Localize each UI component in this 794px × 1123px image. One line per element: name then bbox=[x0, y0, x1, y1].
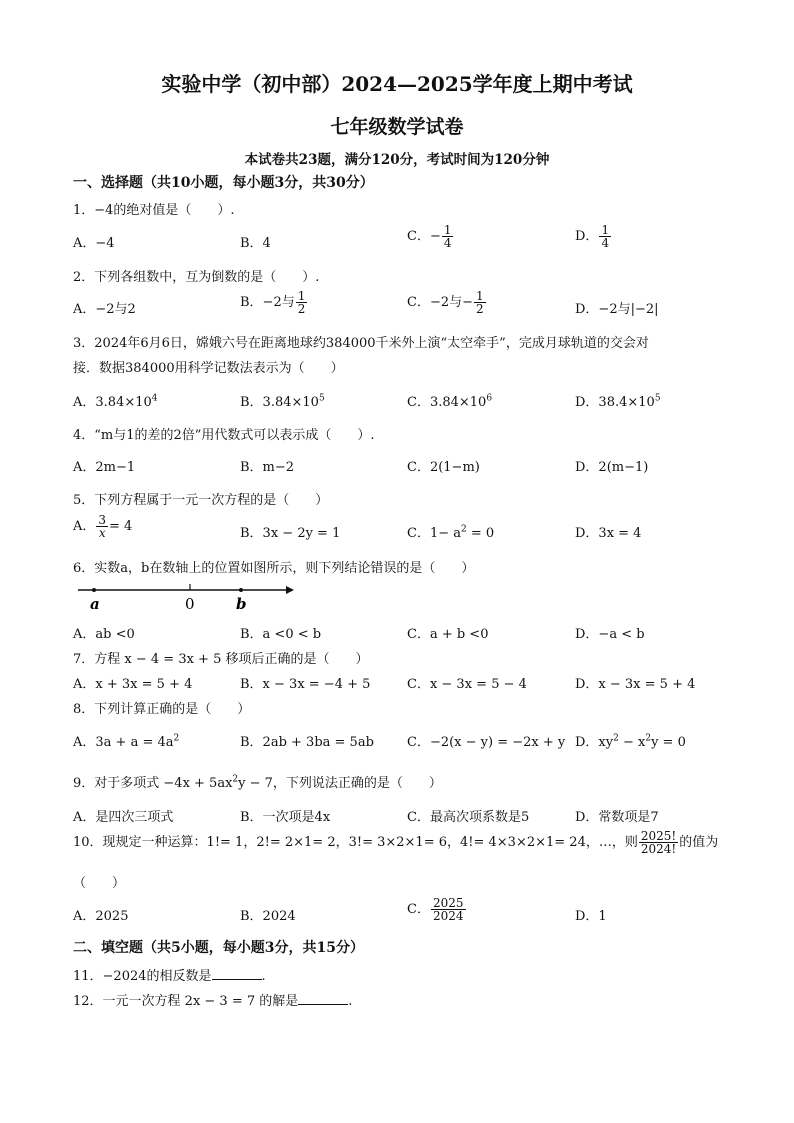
point-a-label: a bbox=[90, 595, 100, 613]
q3-option-c-exponent: 6 bbox=[486, 393, 493, 404]
q3-option-d-base: D．38.4×10 bbox=[575, 395, 655, 410]
q5-option-c-suffix: = 0 bbox=[466, 526, 495, 541]
q2-option-c bbox=[407, 290, 487, 315]
q3-option-c bbox=[407, 391, 492, 410]
q1-option-b: B．4 bbox=[240, 236, 271, 251]
q2-option-b bbox=[240, 290, 308, 315]
q3-option-a bbox=[73, 391, 158, 410]
q2-option-b-prefix: B．−2与 bbox=[240, 295, 295, 310]
q9-stem bbox=[73, 772, 442, 791]
q6-stem: 6．实数a，b在数轴上的位置如图所示，则下列结论错误的是（ ） bbox=[73, 561, 475, 576]
q2-option-b-fraction bbox=[296, 290, 308, 315]
q10-stem-line1 bbox=[73, 830, 718, 855]
q5-option-a-fraction bbox=[96, 514, 108, 539]
fraction-numerator: 2025! bbox=[640, 829, 677, 843]
q1-option-c bbox=[407, 224, 454, 249]
section2-heading: 二、填空题（共5小题，每小题3分，共15分） bbox=[73, 940, 364, 956]
q10-fraction bbox=[639, 830, 678, 855]
q12-stem: 12．一元一次方程 2x − 3 = 7 的解是 bbox=[73, 994, 299, 1009]
q6-option-c: C．a + b <0 bbox=[407, 627, 489, 642]
q11-period: . bbox=[261, 969, 266, 984]
q6-option-a: A．ab <0 bbox=[73, 627, 135, 642]
fraction-numerator: 2025 bbox=[432, 896, 464, 910]
q10-stem-part2: 的值为 bbox=[679, 835, 719, 850]
q8-option-d-part2: − x bbox=[618, 735, 646, 750]
q10-stem-line2: （ ） bbox=[73, 876, 126, 891]
q10-option-c bbox=[407, 897, 467, 922]
q2-option-c-prefix: C．−2与− bbox=[407, 295, 474, 310]
number-line-arrow bbox=[286, 586, 294, 594]
q3-option-b-exponent: 5 bbox=[318, 393, 325, 404]
q3-option-a-base: A．3.84×10 bbox=[73, 395, 152, 410]
q8-option-b: B．2ab + 3ba = 5ab bbox=[240, 735, 374, 750]
fraction-numerator: 3 bbox=[98, 513, 107, 527]
q12 bbox=[73, 990, 352, 1009]
q10-option-a: A．2025 bbox=[73, 909, 129, 924]
q5-option-c bbox=[407, 522, 494, 541]
exam-title: 实验中学（初中部）2024—2025学年度上期中考试 bbox=[161, 72, 633, 96]
fraction-numerator: 1 bbox=[443, 223, 452, 237]
q3-option-b bbox=[240, 391, 325, 410]
q3-option-c-base: C．3.84×10 bbox=[407, 395, 487, 410]
fraction-denominator: x bbox=[98, 526, 106, 540]
q11-answer-blank[interactable] bbox=[212, 967, 262, 980]
q8-option-d bbox=[575, 731, 686, 750]
q7-option-d: D．x − 3x = 5 + 4 bbox=[575, 677, 696, 692]
q1-option-c-fraction bbox=[442, 224, 454, 249]
q8-option-d-part3: y = 0 bbox=[651, 735, 686, 750]
q4-option-b: B．m−2 bbox=[240, 460, 295, 475]
q7-stem: 7．方程 x − 4 = 3x + 5 移项后正确的是（ ） bbox=[73, 652, 369, 667]
q5-option-c-exponent: 2 bbox=[461, 524, 467, 535]
q8-option-a-exponent: 2 bbox=[173, 733, 180, 744]
fraction-denominator: 2024! bbox=[640, 842, 677, 856]
fraction-denominator: 2 bbox=[297, 302, 306, 316]
q9-option-c: C．最高次项系数是5 bbox=[407, 810, 530, 825]
q9-stem-part1: 9．对于多项式 −4x + 5ax bbox=[73, 776, 233, 791]
fraction-numerator: 1 bbox=[297, 289, 306, 303]
q11-stem: 11．−2024的相反数是 bbox=[73, 969, 212, 984]
q7-option-a: A．x + 3x = 5 + 4 bbox=[73, 677, 193, 692]
q3-option-d bbox=[575, 391, 661, 410]
fraction-numerator: 1 bbox=[476, 289, 484, 303]
q8-option-a-base: A．3a + a = 4a bbox=[73, 735, 174, 750]
q9-option-d: D．常数项是7 bbox=[575, 810, 659, 825]
q1-option-d-fraction bbox=[599, 224, 611, 249]
point-b-label: b bbox=[236, 595, 247, 613]
q9-option-b: B．一次项是4x bbox=[240, 810, 331, 825]
q5-option-c-base: C．1− a bbox=[407, 526, 461, 541]
q3-stem-line1: 3．2024年6月6日，嫦娥六号在距离地球约384000千米外上演“太空牵手”，完成月球轨道的交会对 bbox=[73, 336, 649, 351]
q9-stem-part2: y − 7，下列说法正确的是（ ） bbox=[238, 776, 442, 791]
q1-option-d bbox=[575, 224, 612, 249]
q1-stem: 1．−4的绝对值是（ ）. bbox=[73, 203, 235, 218]
q8-option-d-part1: D．xy bbox=[575, 735, 614, 750]
q2-option-d: D．−2与|−2| bbox=[575, 302, 659, 317]
q12-answer-blank[interactable] bbox=[298, 992, 348, 1005]
q1-option-c-prefix: C．− bbox=[407, 229, 441, 244]
exam-subtitle: 七年级数学试卷 bbox=[330, 116, 464, 138]
q12-period: . bbox=[348, 994, 353, 1009]
q6-option-d: D．−a < b bbox=[575, 627, 645, 642]
q9-option-a: A．是四次三项式 bbox=[73, 810, 174, 825]
fraction-denominator: 2024 bbox=[432, 909, 464, 923]
q3-option-b-base: B．3.84×10 bbox=[240, 395, 319, 410]
q4-stem: 4．“m与1的差的2倍”用代数式可以表示成（ ）. bbox=[73, 428, 375, 443]
origin-label: 0 bbox=[185, 595, 195, 613]
exam-info: 本试卷共23题，满分120分，考试时间为120分钟 bbox=[244, 152, 550, 168]
point-b-marker bbox=[239, 588, 243, 592]
q10-stem-part1: 10．现规定一种运算：1!= 1，2!= 2×1= 2，3!= 3×2×1= 6，4!= 4×3×2×1= 24，…，则 bbox=[73, 835, 638, 850]
fraction-denominator: 4 bbox=[601, 236, 610, 250]
q3-stem-line2: 接．数据384000用科学记数法表示为（ ） bbox=[73, 361, 344, 376]
q9-stem-exponent: 2 bbox=[232, 774, 239, 785]
fraction-numerator: 1 bbox=[601, 223, 610, 237]
q4-option-c: C．2(1−m) bbox=[407, 460, 480, 475]
q10-option-c-prefix: C． bbox=[407, 902, 430, 917]
q11 bbox=[73, 965, 266, 984]
q5-stem: 5．下列方程属于一元一次方程的是（ ） bbox=[73, 493, 329, 508]
section1-heading: 一、选择题（共10小题，每小题3分，共30分） bbox=[73, 175, 374, 191]
q6-option-b: B．a <0 < b bbox=[240, 627, 322, 642]
q10-option-d: D．1 bbox=[575, 909, 607, 924]
q1-option-a: A．−4 bbox=[73, 236, 115, 251]
q7-option-b: B．x − 3x = −4 + 5 bbox=[240, 677, 371, 692]
q4-option-a: A．2m−1 bbox=[73, 460, 136, 475]
fraction-denominator: 2 bbox=[476, 302, 484, 316]
q3-option-d-exponent: 5 bbox=[654, 393, 661, 404]
q10-option-c-fraction bbox=[431, 897, 466, 922]
q5-option-d: D．3x = 4 bbox=[575, 526, 642, 541]
q2-option-a: A．−2与2 bbox=[73, 302, 136, 317]
q8-option-c: C．−2(x − y) = −2x + y bbox=[407, 735, 566, 750]
q10-option-b: B．2024 bbox=[240, 909, 296, 924]
q5-option-a-suffix: = 4 bbox=[109, 519, 133, 534]
q8-option-d-exponent1: 2 bbox=[613, 733, 619, 744]
q4-option-d: D．2(m−1) bbox=[575, 460, 649, 475]
number-line-figure bbox=[74, 580, 296, 614]
q1-option-d-prefix: D． bbox=[575, 229, 599, 244]
q3-option-a-exponent: 4 bbox=[151, 393, 158, 404]
q5-option-a bbox=[73, 514, 132, 539]
q5-option-a-prefix: A． bbox=[73, 519, 96, 534]
q5-option-b: B．3x − 2y = 1 bbox=[240, 526, 341, 541]
q7-option-c: C．x − 3x = 5 − 4 bbox=[407, 677, 527, 692]
q8-option-a bbox=[73, 731, 179, 750]
point-a-marker bbox=[92, 588, 96, 592]
q8-stem: 8．下列计算正确的是（ ） bbox=[73, 702, 251, 717]
q2-stem: 2．下列各组数中，互为倒数的是（ ）. bbox=[73, 270, 320, 285]
q8-option-d-exponent2: 2 bbox=[645, 733, 652, 744]
fraction-denominator: 4 bbox=[443, 236, 452, 250]
q2-option-c-fraction bbox=[474, 290, 486, 315]
